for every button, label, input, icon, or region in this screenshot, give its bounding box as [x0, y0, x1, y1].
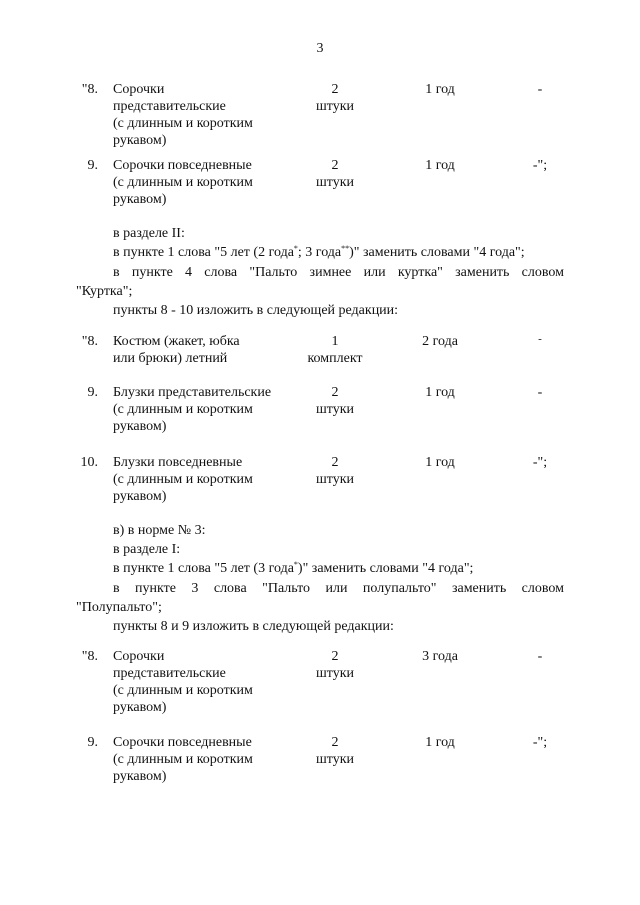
item-term: 1 год — [425, 455, 455, 470]
paragraph-point-4-line1: в пункте 4 слова "Пальто зимнее или куртка" заменить словом — [113, 265, 564, 280]
item-name: Сорочки повседневные (с длинным и коротким рукавом) — [113, 158, 253, 207]
item-quantity: 2 штуки — [315, 735, 354, 767]
item-mark: - — [537, 82, 543, 97]
norm-heading: в) в норме № 3: — [113, 523, 206, 538]
section-heading: в разделе II: — [113, 226, 185, 241]
item-number: 9. — [87, 385, 98, 400]
page-number: 3 — [316, 41, 324, 56]
item-name: Блузки представительские (с длинным и коротким рукавом) — [113, 385, 272, 434]
paragraph-point-4-line2: "Куртка"; — [76, 284, 133, 299]
item-number: 10. — [80, 455, 98, 470]
item-term: 3 года — [422, 649, 458, 664]
item-quantity: 2 штуки — [315, 82, 354, 114]
item-name: Блузки повседневные (с длинным и коротким рукавом) — [113, 455, 253, 504]
paragraph-items: пункты 8 и 9 изложить в следующей редакции: — [113, 619, 394, 634]
item-name: Сорочки представительские (с длинным и коротким рукавом) — [113, 649, 253, 715]
paragraph-point-3-line2: "Полупальто"; — [76, 600, 162, 615]
paragraph-items: пункты 8 - 10 изложить в следующей редакции: — [113, 303, 399, 318]
item-term: 1 год — [425, 158, 455, 173]
item-mark: -"; — [532, 455, 548, 470]
item-term: 1 год — [425, 385, 455, 400]
paragraph-point-1: в пункте 1 слова "5 лет (2 года*; 3 года**)" заменить словами "4 года"; — [113, 244, 525, 260]
item-mark: -"; — [532, 158, 548, 173]
item-mark: - — [537, 385, 543, 400]
item-term: 1 год — [425, 82, 455, 97]
item-term: 2 года — [422, 334, 458, 349]
item-quantity: 2 штуки — [315, 158, 354, 190]
item-mark: - — [537, 649, 543, 664]
item-name: Сорочки повседневные (с длинным и коротким рукавом) — [113, 735, 253, 784]
paragraph-point-1: в пункте 1 слова "5 лет (3 года*)" заменить словами "4 года"; — [113, 560, 474, 576]
item-quantity: 2 штуки — [315, 455, 354, 487]
item-number: "8. — [81, 82, 98, 97]
item-number: "8. — [81, 334, 98, 349]
item-name: Костюм (жакет, юбка или брюки) летний — [113, 334, 240, 366]
item-term: 1 год — [425, 735, 455, 750]
item-quantity: 2 штуки — [315, 649, 354, 681]
item-quantity: 1 комплект — [307, 334, 363, 366]
item-number: 9. — [87, 735, 98, 750]
item-quantity: 2 штуки — [315, 385, 354, 417]
paragraph-point-3-line1: в пункте 3 слова "Пальто или полупальто" заменить словом — [113, 581, 564, 596]
item-mark: -"; — [532, 735, 548, 750]
item-number: "8. — [81, 649, 98, 664]
item-name: Сорочки представительские (с длинным и коротким рукавом) — [113, 82, 253, 148]
item-number: 9. — [87, 158, 98, 173]
item-mark: - — [538, 333, 542, 345]
section-heading: в разделе I: — [113, 542, 181, 557]
